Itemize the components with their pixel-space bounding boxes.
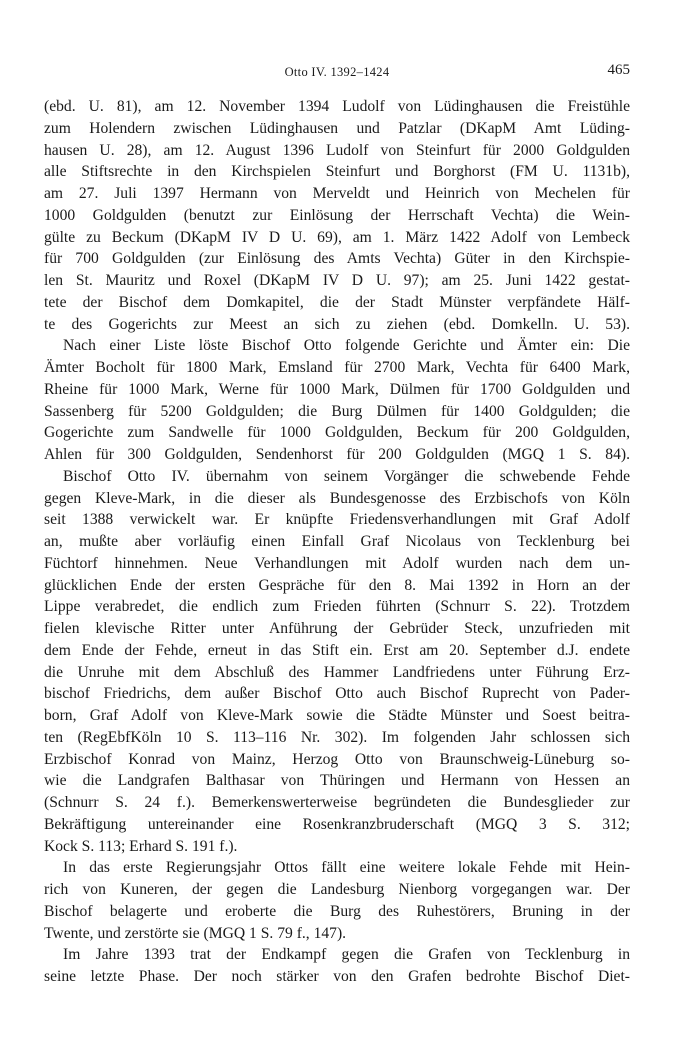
text-line: Erzbischof Konrad von Mainz, Herzog Otto von Braunschweig-Lüneburg so-: [44, 750, 630, 768]
text-line: In das erste Regierungsjahr Ottos fällt eine weitere lokale Fehde mit Hein-: [63, 859, 630, 877]
running-head: [44, 62, 630, 84]
text-line: Ämter Bocholt für 1800 Mark, Emsland für 2700 Mark, Vechta für 6400 Mark,: [44, 359, 630, 376]
text-line: am 27. Juli 1397 Hermann von Merveldt und Heinrich von Mechelen für: [44, 185, 630, 202]
text-line: für 700 Goldgulden (zur Einlösung des Amts Vechta) Güter in den Kirchspie-: [44, 250, 630, 268]
text-line: Bekräftigung untereinander eine Rosenkranzbruderschaft (MGQ 3 S. 312;: [44, 815, 630, 833]
text-line: 1000 Goldgulden (benutzt zur Einlösung der Herrschaft Vechta) die Wein-: [44, 206, 630, 224]
text-line: Bischof belagerte und eroberte die Burg des Ruhestörers, Bruning in der: [44, 902, 630, 920]
text-line: die Unruhe mit dem Abschluß des Hammer Landfriedens unter Führung Erz-: [44, 663, 630, 681]
text-line: zum Holendern zwischen Lüdinghausen und Patzlar (DKapM Amt Lüding-: [44, 119, 630, 137]
text-line: Ahlen für 300 Goldgulden, Sendenhorst für 200 Goldgulden (MGQ 1 S. 84).: [44, 446, 630, 463]
text-line: fielen klevische Ritter unter Anführung der Gebrüder Steck, unzufrieden mit: [44, 620, 630, 637]
text-line: (Schnurr S. 24 f.). Bemerkenswerterweise begründeten die Bundesglieder zur: [44, 794, 630, 811]
text-line: tete der Bischof dem Domkapitel, die der Stadt Münster verpfändete Hälf-: [44, 293, 630, 311]
text-line: gülte zu Beckum (DKapM IV D U. 69), am 1. März 1422 Adolf von Lembeck: [44, 228, 630, 246]
page-number: 465: [607, 62, 630, 78]
text-line: len St. Mauritz und Roxel (DKapM IV D U. 97); am 25. Juni 1422 gestat-: [44, 272, 630, 289]
text-line: Füchtorf hinnehmen. Neue Verhandlungen mit Adolf wurden nach dem un-: [44, 554, 630, 572]
text-line: Sassenberg für 5200 Goldgulden; die Burg Dülmen für 1400 Goldgulden; die: [44, 402, 630, 420]
text-line: Gogerichte zum Sandwelle für 1000 Goldgulden, Beckum für 200 Goldgulden,: [44, 424, 630, 442]
text-line: Lippe verabredet, die endlich zum Frieden führten (Schnurr S. 22). Trotzdem: [44, 598, 630, 616]
text-line: ten (RegEbfKöln 10 S. 113–116 Nr. 302). Im folgenden Jahr schlossen sich: [44, 728, 630, 746]
text-line: (ebd. U. 81), am 12. November 1394 Ludolf von Lüdinghausen die Freistühle: [44, 98, 630, 115]
text-line: glücklichen Ende der ersten Gespräche für den 8. Mai 1392 in Horn an der: [44, 576, 630, 594]
text-line: gegen Kleve-Mark, in die dieser als Bundesgenosse des Erzbischofs von Köln: [44, 489, 630, 507]
body-text: [44, 96, 630, 988]
text-line: wie die Landgrafen Balthasar von Thüringen und Hermann von Hessen an: [44, 772, 630, 790]
text-line: Rheine für 1000 Mark, Werne für 1000 Mark, Dülmen für 1700 Goldgulden und: [44, 380, 630, 398]
text-line: Kock S. 113; Erhard S. 191 f.).: [44, 837, 238, 855]
text-line: born, Graf Adolf von Kleve-Mark sowie die Städte Münster und Soest beitra-: [44, 707, 630, 724]
text-line: seine letzte Phase. Der noch stärker von den Grafen bedrohte Bischof Diet-: [44, 968, 630, 985]
running-title: Otto IV. 1392–1424: [284, 65, 390, 79]
text-line: an, mußte aber vorläufig einen Einfall Graf Nicolaus von Tecklenburg bei: [44, 533, 630, 550]
text-line: Bischof Otto IV. übernahm von seinem Vorgänger die schwebende Fehde: [63, 467, 630, 485]
text-line: seit 1388 verwickelt war. Er knüpfte Friedensverhandlungen mit Graf Adolf: [44, 511, 630, 529]
text-line: Nach einer Liste löste Bischof Otto folgende Gerichte und Ämter ein: Die: [63, 337, 630, 355]
text-line: alle Stiftsrechte in den Kirchspielen Steinfurt und Borghorst (FM U. 1131b),: [44, 163, 630, 181]
text-line: rich von Kuneren, der gegen die Landesburg Nienborg vorgegangen war. Der: [44, 881, 630, 898]
text-line: hausen U. 28), am 12. August 1396 Ludolf von Steinfurt für 2000 Goldgulden: [44, 141, 630, 159]
text-line: Im Jahre 1393 trat der Endkampf gegen die Grafen von Tecklenburg in: [63, 946, 630, 964]
text-line: dem Ende der Fehde, erneut in das Stift ein. Erst am 20. September d.J. endete: [44, 641, 630, 659]
text-line: bischof Friedrichs, dem außer Bischof Otto auch Bischof Ruprecht von Pader-: [44, 685, 630, 703]
text-line: te des Gogerichts zur Meest an sich zu ziehen (ebd. Domkelln. U. 53).: [44, 315, 630, 333]
text-line: Twente, und zerstörte sie (MGQ 1 S. 79 f., 147).: [44, 924, 347, 942]
